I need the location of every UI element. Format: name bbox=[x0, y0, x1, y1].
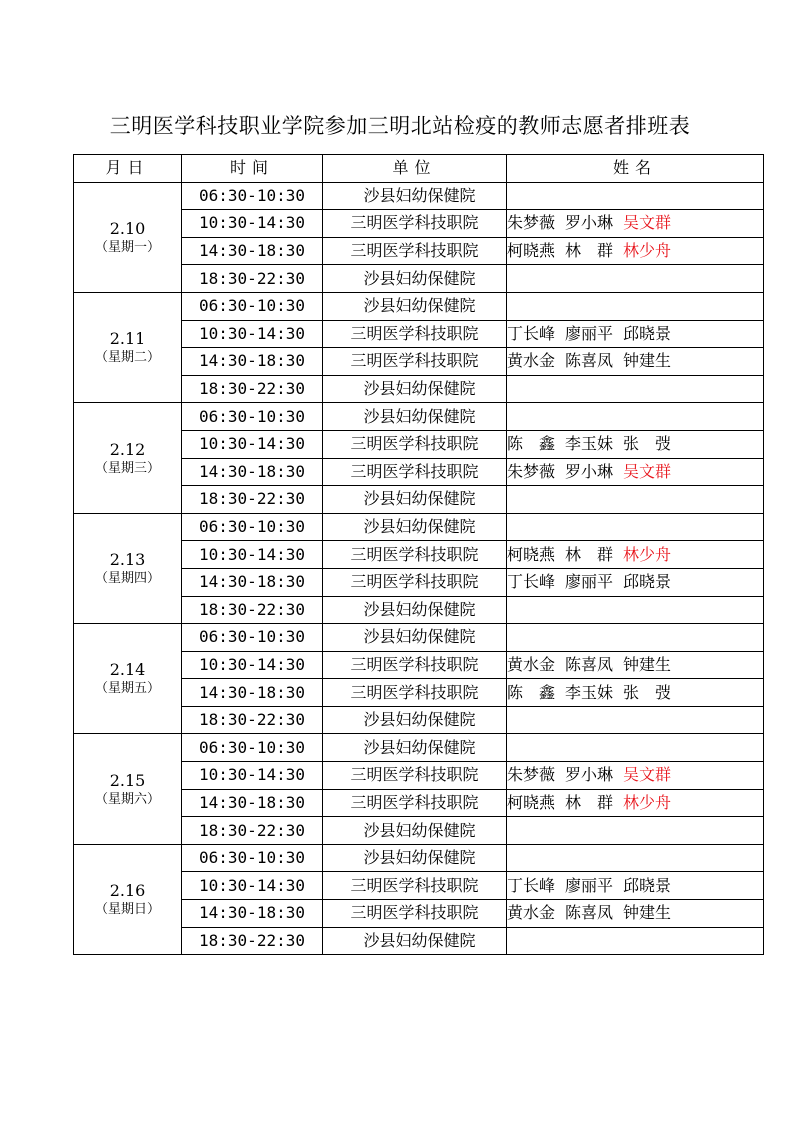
table-row bbox=[74, 292, 764, 320]
names-cell bbox=[507, 403, 764, 431]
unit-cell: 三明医学科技职院 bbox=[323, 789, 507, 817]
weekday-label: （星期日） bbox=[94, 902, 160, 918]
volunteer-name: 林 群 bbox=[565, 544, 614, 564]
volunteer-name: 邱晓景 bbox=[623, 572, 672, 592]
header-name: 姓名 bbox=[507, 155, 764, 183]
names-cell bbox=[507, 872, 764, 900]
names-cell bbox=[507, 596, 764, 624]
table-row bbox=[74, 403, 764, 431]
volunteer-name: 黄水金 bbox=[507, 654, 556, 674]
names-cell bbox=[507, 762, 764, 790]
date-value: 2.15 bbox=[109, 770, 146, 790]
volunteer-name: 吴文群 bbox=[623, 765, 672, 785]
volunteer-name: 罗小琳 bbox=[565, 765, 614, 785]
names-cell bbox=[507, 320, 764, 348]
volunteer-name: 林少舟 bbox=[623, 792, 672, 812]
volunteer-name: 李玉妹 bbox=[565, 434, 614, 454]
names-cell bbox=[507, 541, 764, 569]
unit-cell: 三明医学科技职院 bbox=[323, 541, 507, 569]
time-cell: 18:30-22:30 bbox=[182, 486, 323, 514]
names-cell bbox=[507, 706, 764, 734]
time-cell: 06:30-10:30 bbox=[182, 182, 323, 210]
time-cell: 10:30-14:30 bbox=[182, 762, 323, 790]
date-value: 2.11 bbox=[109, 329, 146, 349]
volunteer-name: 柯晓燕 bbox=[507, 241, 556, 261]
unit-cell: 沙县妇幼保健院 bbox=[323, 734, 507, 762]
unit-cell: 沙县妇幼保健院 bbox=[323, 706, 507, 734]
names-cell bbox=[507, 237, 764, 265]
weekday-label: （星期三） bbox=[94, 460, 160, 476]
date-value: 2.16 bbox=[109, 881, 146, 901]
volunteer-name: 黄水金 bbox=[507, 351, 556, 371]
time-cell: 14:30-18:30 bbox=[182, 900, 323, 928]
time-cell: 10:30-14:30 bbox=[182, 320, 323, 348]
time-cell: 18:30-22:30 bbox=[182, 927, 323, 955]
unit-cell: 沙县妇幼保健院 bbox=[323, 513, 507, 541]
date-cell bbox=[74, 403, 182, 513]
schedule-table bbox=[73, 154, 764, 955]
page-title: 三明医学科技职业学院参加三明北站检疫的教师志愿者排班表 bbox=[109, 114, 691, 138]
volunteer-name: 张 弢 bbox=[623, 682, 672, 702]
time-cell: 14:30-18:30 bbox=[182, 679, 323, 707]
volunteer-name: 柯晓燕 bbox=[507, 792, 556, 812]
names-cell bbox=[507, 734, 764, 762]
time-cell: 18:30-22:30 bbox=[182, 706, 323, 734]
time-cell: 14:30-18:30 bbox=[182, 348, 323, 376]
names-cell bbox=[507, 789, 764, 817]
date-value: 2.10 bbox=[109, 218, 146, 238]
names-cell bbox=[507, 210, 764, 238]
time-cell: 18:30-22:30 bbox=[182, 265, 323, 293]
time-cell: 14:30-18:30 bbox=[182, 789, 323, 817]
unit-cell: 沙县妇幼保健院 bbox=[323, 375, 507, 403]
table-row bbox=[74, 734, 764, 762]
volunteer-name: 廖丽平 bbox=[565, 323, 614, 343]
names-cell bbox=[507, 568, 764, 596]
table-row bbox=[74, 513, 764, 541]
volunteer-name: 吴文群 bbox=[623, 461, 672, 481]
unit-cell: 三明医学科技职院 bbox=[323, 430, 507, 458]
header-row bbox=[74, 155, 764, 183]
time-cell: 18:30-22:30 bbox=[182, 817, 323, 845]
unit-cell: 三明医学科技职院 bbox=[323, 348, 507, 376]
unit-cell: 三明医学科技职院 bbox=[323, 679, 507, 707]
date-cell bbox=[74, 844, 182, 954]
date-cell bbox=[74, 292, 182, 402]
volunteer-name: 丁长峰 bbox=[507, 572, 556, 592]
names-cell bbox=[507, 513, 764, 541]
volunteer-name: 廖丽平 bbox=[565, 875, 614, 895]
header-date: 月日 bbox=[74, 155, 182, 183]
unit-cell: 三明医学科技职院 bbox=[323, 320, 507, 348]
time-cell: 14:30-18:30 bbox=[182, 568, 323, 596]
time-cell: 10:30-14:30 bbox=[182, 210, 323, 238]
unit-cell: 三明医学科技职院 bbox=[323, 651, 507, 679]
volunteer-name: 林 群 bbox=[565, 792, 614, 812]
table-row bbox=[74, 844, 764, 872]
volunteer-name: 邱晓景 bbox=[623, 875, 672, 895]
volunteer-name: 罗小琳 bbox=[565, 461, 614, 481]
unit-cell: 沙县妇幼保健院 bbox=[323, 596, 507, 624]
time-cell: 14:30-18:30 bbox=[182, 458, 323, 486]
volunteer-name: 钟建生 bbox=[623, 654, 672, 674]
date-cell bbox=[74, 624, 182, 734]
unit-cell: 三明医学科技职院 bbox=[323, 210, 507, 238]
names-cell bbox=[507, 900, 764, 928]
volunteer-name: 林少舟 bbox=[623, 544, 672, 564]
volunteer-name: 陈喜凤 bbox=[565, 351, 614, 371]
volunteer-name: 陈喜凤 bbox=[565, 903, 614, 923]
time-cell: 06:30-10:30 bbox=[182, 624, 323, 652]
time-cell: 10:30-14:30 bbox=[182, 541, 323, 569]
volunteer-name: 廖丽平 bbox=[565, 572, 614, 592]
date-cell bbox=[74, 182, 182, 292]
table-row bbox=[74, 182, 764, 210]
volunteer-name: 柯晓燕 bbox=[507, 544, 556, 564]
volunteer-name: 朱梦薇 bbox=[507, 765, 556, 785]
header-time: 时间 bbox=[182, 155, 323, 183]
weekday-label: （星期四） bbox=[94, 570, 160, 586]
names-cell bbox=[507, 458, 764, 486]
unit-cell: 三明医学科技职院 bbox=[323, 568, 507, 596]
unit-cell: 三明医学科技职院 bbox=[323, 762, 507, 790]
unit-cell: 三明医学科技职院 bbox=[323, 237, 507, 265]
volunteer-name: 丁长峰 bbox=[507, 323, 556, 343]
names-cell bbox=[507, 375, 764, 403]
date-value: 2.13 bbox=[109, 549, 146, 569]
names-cell bbox=[507, 927, 764, 955]
names-cell bbox=[507, 182, 764, 210]
names-cell bbox=[507, 651, 764, 679]
date-value: 2.14 bbox=[109, 660, 146, 680]
volunteer-name: 罗小琳 bbox=[565, 213, 614, 233]
volunteer-name: 朱梦薇 bbox=[507, 213, 556, 233]
unit-cell: 沙县妇幼保健院 bbox=[323, 265, 507, 293]
volunteer-name: 吴文群 bbox=[623, 213, 672, 233]
volunteer-name: 李玉妹 bbox=[565, 682, 614, 702]
time-cell: 06:30-10:30 bbox=[182, 734, 323, 762]
names-cell bbox=[507, 679, 764, 707]
weekday-label: （星期二） bbox=[94, 350, 160, 366]
time-cell: 18:30-22:30 bbox=[182, 375, 323, 403]
schedule-body bbox=[74, 182, 764, 955]
volunteer-name: 黄水金 bbox=[507, 903, 556, 923]
volunteer-name: 陈喜凤 bbox=[565, 654, 614, 674]
volunteer-name: 丁长峰 bbox=[507, 875, 556, 895]
unit-cell: 沙县妇幼保健院 bbox=[323, 292, 507, 320]
volunteer-name: 钟建生 bbox=[623, 351, 672, 371]
volunteer-name: 陈 鑫 bbox=[507, 682, 556, 702]
volunteer-name: 张 弢 bbox=[623, 434, 672, 454]
names-cell bbox=[507, 292, 764, 320]
time-cell: 10:30-14:30 bbox=[182, 651, 323, 679]
volunteer-name: 朱梦薇 bbox=[507, 461, 556, 481]
volunteer-name: 钟建生 bbox=[623, 903, 672, 923]
time-cell: 06:30-10:30 bbox=[182, 513, 323, 541]
names-cell bbox=[507, 817, 764, 845]
unit-cell: 沙县妇幼保健院 bbox=[323, 844, 507, 872]
date-cell bbox=[74, 734, 182, 844]
time-cell: 10:30-14:30 bbox=[182, 430, 323, 458]
unit-cell: 三明医学科技职院 bbox=[323, 872, 507, 900]
time-cell: 06:30-10:30 bbox=[182, 844, 323, 872]
unit-cell: 沙县妇幼保健院 bbox=[323, 403, 507, 431]
weekday-label: （星期六） bbox=[94, 791, 160, 807]
volunteer-name: 邱晓景 bbox=[623, 323, 672, 343]
time-cell: 06:30-10:30 bbox=[182, 292, 323, 320]
unit-cell: 沙县妇幼保健院 bbox=[323, 817, 507, 845]
volunteer-name: 陈 鑫 bbox=[507, 434, 556, 454]
volunteer-name: 林少舟 bbox=[623, 241, 672, 261]
names-cell bbox=[507, 844, 764, 872]
table-row bbox=[74, 624, 764, 652]
weekday-label: （星期五） bbox=[94, 681, 160, 697]
time-cell: 06:30-10:30 bbox=[182, 403, 323, 431]
names-cell bbox=[507, 348, 764, 376]
time-cell: 18:30-22:30 bbox=[182, 596, 323, 624]
unit-cell: 三明医学科技职院 bbox=[323, 458, 507, 486]
names-cell bbox=[507, 265, 764, 293]
unit-cell: 沙县妇幼保健院 bbox=[323, 486, 507, 514]
names-cell bbox=[507, 430, 764, 458]
unit-cell: 沙县妇幼保健院 bbox=[323, 624, 507, 652]
header-unit: 单位 bbox=[323, 155, 507, 183]
names-cell bbox=[507, 624, 764, 652]
unit-cell: 沙县妇幼保健院 bbox=[323, 927, 507, 955]
weekday-label: （星期一） bbox=[94, 239, 160, 255]
volunteer-name: 林 群 bbox=[565, 241, 614, 261]
time-cell: 10:30-14:30 bbox=[182, 872, 323, 900]
names-cell bbox=[507, 486, 764, 514]
unit-cell: 沙县妇幼保健院 bbox=[323, 182, 507, 210]
date-cell bbox=[74, 513, 182, 623]
time-cell: 14:30-18:30 bbox=[182, 237, 323, 265]
date-value: 2.12 bbox=[109, 439, 146, 459]
unit-cell: 三明医学科技职院 bbox=[323, 900, 507, 928]
